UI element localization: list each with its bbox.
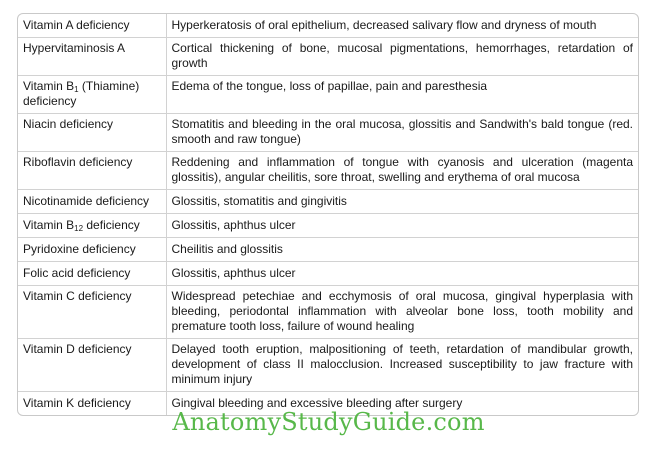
table-row: [18, 238, 638, 262]
condition-cell: Nicotinamide deficiency: [18, 190, 166, 214]
table-row: [18, 190, 638, 214]
features-cell: Glossitis, stomatitis and gingivitis: [166, 190, 638, 214]
condition-cell: Hypervitaminosis A: [18, 38, 166, 76]
table-row: [18, 76, 638, 114]
site-watermark: AnatomyStudyGuide.com: [172, 408, 485, 436]
condition-cell: [18, 76, 166, 114]
table-row: [18, 339, 638, 392]
features-cell: Widespread petechiae and ecchymosis of oral mucosa, gingival hyperplasia with bleeding, periodontal inflammation with alveolar bone loss, tooth mobility and premature tooth loss, failure of wound healing: [166, 286, 638, 339]
condition-cell: Riboflavin deficiency: [18, 152, 166, 190]
table-row: [18, 286, 638, 339]
features-cell: Cheilitis and glossitis: [166, 238, 638, 262]
features-cell: Edema of the tongue, loss of papillae, pain and paresthesia: [166, 76, 638, 114]
condition-cell: Vitamin K deficiency: [18, 392, 166, 416]
vitamin-deficiency-table: [17, 13, 639, 416]
table-row: [18, 262, 638, 286]
features-cell: Stomatitis and bleeding in the oral mucosa, glossitis and Sandwith's bald tongue (red. smooth and raw tongue): [166, 114, 638, 152]
condition-prefix: Vitamin B: [23, 79, 75, 93]
condition-subscript: 12: [74, 224, 84, 233]
features-cell: Glossitis, aphthus ulcer: [166, 262, 638, 286]
condition-suffix: (Thiamine) deficiency: [23, 79, 140, 108]
features-cell: Delayed tooth eruption, malpositioning of teeth, retardation of mandibular growth, development of class II malocclusion. Increased susceptibility to jaw fracture with minimum injury: [166, 339, 638, 392]
features-cell: Reddening and inflammation of tongue with cyanosis and ulceration (magenta glossitis), angular cheilitis, sore throat, swelling and erythema of oral mucosa: [166, 152, 638, 190]
table: [18, 14, 638, 415]
features-cell: Glossitis, aphthus ulcer: [166, 214, 638, 238]
features-cell: Cortical thickening of bone, mucosal pigmentations, hemorrhages, retardation of growth: [166, 38, 638, 76]
condition-subscript: 1: [74, 85, 79, 94]
condition-cell: Niacin deficiency: [18, 114, 166, 152]
table-row: [18, 114, 638, 152]
features-cell: Hyperkeratosis of oral epithelium, decreased salivary flow and dryness of mouth: [171, 18, 597, 32]
table-row: [18, 152, 638, 190]
condition-cell: Pyridoxine deficiency: [18, 238, 166, 262]
condition-cell: Vitamin C deficiency: [18, 286, 166, 339]
table-row: [18, 38, 638, 76]
table-row: [18, 14, 638, 38]
condition-cell: Vitamin A deficiency: [18, 14, 166, 38]
table-row: [18, 214, 638, 238]
condition-prefix: Vitamin B: [23, 218, 75, 232]
features-cell: Gingival bleeding and excessive bleeding after surgery: [166, 392, 638, 416]
condition-cell: Vitamin D deficiency: [18, 339, 166, 392]
condition-cell: Folic acid deficiency: [18, 262, 166, 286]
condition-suffix: deficiency: [83, 218, 140, 232]
condition-cell: [18, 214, 166, 238]
